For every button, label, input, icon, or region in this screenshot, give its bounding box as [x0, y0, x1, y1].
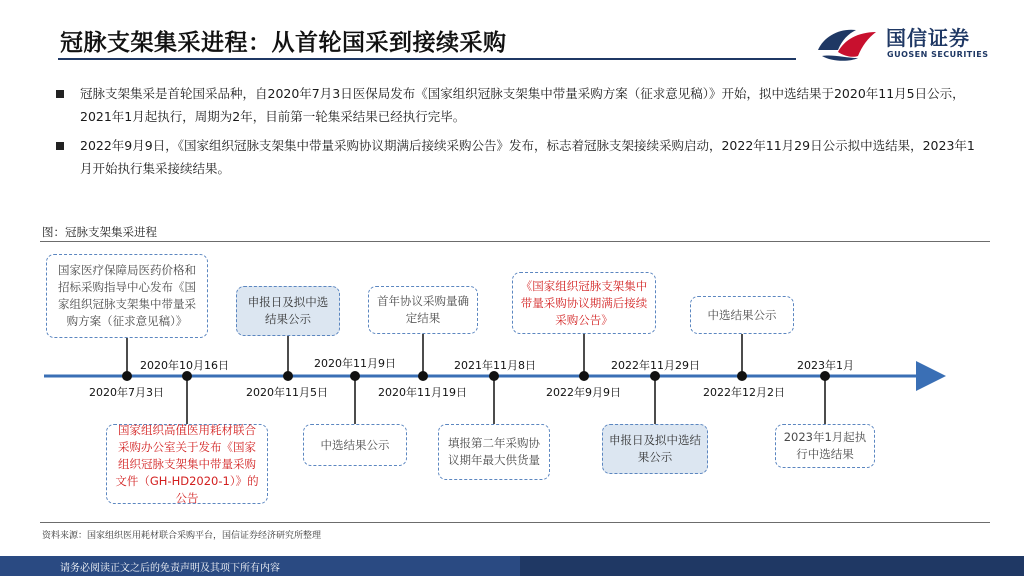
- event-text: 中选结果公示: [707, 307, 777, 322]
- event-box: [236, 286, 340, 336]
- source-note: 资料来源：国家组织医用耗材联合采购平台，国信证券经济研究所整理: [42, 531, 322, 541]
- event-text: 中选结果公示: [320, 437, 390, 452]
- event-box: [303, 424, 407, 466]
- event-text: 填报第二年采购协议期年最大供货量: [448, 436, 540, 467]
- event-box: [368, 286, 478, 334]
- page-title: 冠脉支架集采进程：从首轮国采到接续采购: [60, 30, 507, 56]
- footer-bar: [0, 556, 1024, 576]
- event-box: [775, 424, 875, 468]
- bullet-text: 冠脉支架集采是首轮国采品种，自2020年7月3日医保局发布《国家组织冠脉支架集中带量采购方案（征求意见稿）》开始，拟中选结果于2020年11月5日公示，2021年1月起执行，周期为2年，目前第一轮集采结果已经执行完毕。: [80, 86, 965, 124]
- source-rule: [40, 522, 990, 523]
- timeline-date: 2022年11月29日: [611, 359, 700, 372]
- timeline-dot: [579, 371, 589, 381]
- timeline-date: 2022年12月2日: [703, 386, 785, 399]
- event-text: 2023年1月起执行中选结果: [783, 430, 867, 461]
- event-box: [690, 296, 794, 334]
- event-box: [512, 272, 656, 334]
- event-text: 首年协议采购量确定结果: [377, 294, 469, 325]
- timeline-dot: [737, 371, 747, 381]
- event-box: [46, 254, 208, 338]
- event-text: 申报日及拟中选结果公示: [609, 433, 701, 464]
- logo-name-cn: 国信证券: [886, 26, 970, 50]
- event-text: 《国家组织冠脉支架集中带量采购协议期满后接续采购公告》: [520, 278, 648, 327]
- event-box: [438, 424, 550, 480]
- timeline-date: 2023年1月: [797, 359, 854, 372]
- timeline-date: 2020年10月16日: [140, 359, 229, 372]
- timeline-dot: [350, 371, 360, 381]
- timeline-date: 2022年9月9日: [546, 386, 621, 399]
- timeline-date: 2020年11月9日: [314, 357, 396, 370]
- event-text: 国家医疗保障局医药价格和招标采购指导中心发布《国家组织冠脉支架集中带量采购方案（征求意见稿）》: [58, 263, 196, 328]
- timeline-date: 2021年11月8日: [454, 359, 536, 372]
- timeline-date: 2020年7月3日: [89, 386, 164, 399]
- event-box: [602, 424, 708, 474]
- event-box: [106, 424, 268, 504]
- footer-disclaimer: 请务必阅读正文之后的免责声明及其项下所有内容: [60, 563, 280, 574]
- bullet-text: 2022年9月9日，《国家组织冠脉支架集中带量采购协议期满后接续采购公告》发布，标志着冠脉支架接续采购启动，2022年11月29日公示拟中选结果，2023年1月开始执行集采接续结果。: [80, 138, 975, 176]
- timeline-date: 2020年11月19日: [378, 386, 467, 399]
- timeline-dot: [418, 371, 428, 381]
- timeline-dot: [283, 371, 293, 381]
- timeline-date: 2020年11月5日: [246, 386, 328, 399]
- event-text: 申报日及拟中选结果公示: [247, 295, 329, 326]
- logo-name-en: GUOSEN SECURITIES: [887, 50, 989, 59]
- figure-caption: 图：冠脉支架集采进程: [42, 225, 157, 239]
- event-text: 国家组织高值医用耗材联合采购办公室关于发布《国家组织冠脉支架集中带量采购文件（GH-HD2020-1）》的公告: [115, 422, 259, 505]
- timeline-dot: [122, 371, 132, 381]
